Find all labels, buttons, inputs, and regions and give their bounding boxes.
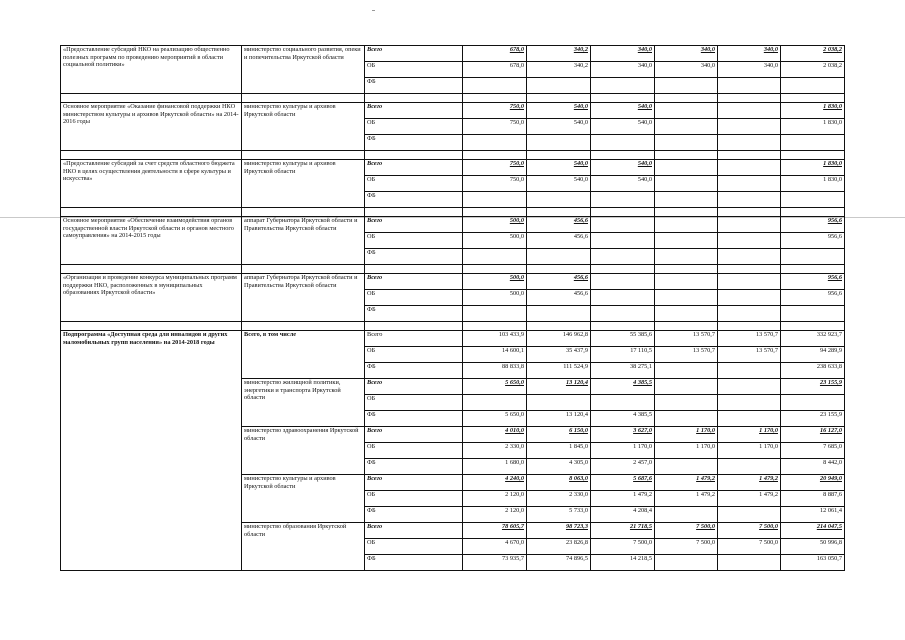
funding-source-cell: Всего	[365, 274, 463, 290]
year-value-cell: 1 479,2	[655, 491, 718, 507]
year-value-cell: 7 500,0	[655, 523, 718, 539]
executor-cell: министерство культуры и архивов Иркутской области	[242, 160, 365, 208]
year-value-cell	[591, 306, 655, 322]
executor-cell: министерство жилищной политики, энергетики и транспорта Иркутской области	[242, 379, 365, 427]
year-value-cell	[655, 459, 718, 475]
year-value-cell	[527, 135, 591, 151]
spacer-cell	[781, 322, 845, 331]
funding-source-cell: ФБ	[365, 507, 463, 523]
total-value-cell: 956,6	[781, 233, 845, 249]
spacer-row	[61, 322, 845, 331]
year-value-cell: 340,2	[527, 46, 591, 62]
spacer-cell	[61, 322, 242, 331]
year-value-cell: 21 718,5	[591, 523, 655, 539]
total-value-cell: 1 830,0	[781, 160, 845, 176]
year-value-cell: 1 680,0	[463, 459, 527, 475]
year-value-cell	[655, 217, 718, 233]
total-value-cell	[781, 306, 845, 322]
total-value-cell: 16 127,0	[781, 427, 845, 443]
year-value-cell	[718, 249, 781, 265]
total-value-cell: 50 996,8	[781, 539, 845, 555]
year-value-cell	[655, 135, 718, 151]
year-value-cell: 1 170,0	[718, 443, 781, 459]
year-value-cell: 4 010,0	[463, 427, 527, 443]
spacer-cell	[591, 208, 655, 217]
spacer-cell	[527, 322, 591, 331]
total-value-cell: 214 047,5	[781, 523, 845, 539]
total-value-cell	[781, 135, 845, 151]
year-value-cell	[591, 217, 655, 233]
spacer-row	[61, 208, 845, 217]
year-value-cell	[655, 274, 718, 290]
total-value-cell: 23 155,9	[781, 379, 845, 395]
year-value-cell: 540,0	[591, 103, 655, 119]
year-value-cell	[591, 233, 655, 249]
spacer-row	[61, 151, 845, 160]
year-value-cell: 750,0	[463, 103, 527, 119]
year-value-cell: 13 570,7	[655, 347, 718, 363]
funding-source-cell: ОБ	[365, 119, 463, 135]
year-value-cell	[527, 395, 591, 411]
year-value-cell: 540,0	[527, 176, 591, 192]
spacer-cell	[718, 94, 781, 103]
year-value-cell: 13 120,4	[527, 379, 591, 395]
year-value-cell	[718, 135, 781, 151]
year-value-cell	[655, 119, 718, 135]
year-value-cell: 750,0	[463, 119, 527, 135]
year-value-cell: 678,0	[463, 62, 527, 78]
spacer-cell	[718, 322, 781, 331]
total-value-cell: 1 830,0	[781, 119, 845, 135]
funding-source-cell: ОБ	[365, 62, 463, 78]
spacer-cell	[781, 208, 845, 217]
year-value-cell: 7 500,0	[718, 523, 781, 539]
year-value-cell: 540,0	[591, 176, 655, 192]
program-name-cell: «Предоставление субсидий за счет средств областного бюджета НКО в целях осуществления деятельности в сфере культуры и искусства»	[61, 160, 242, 208]
year-value-cell: 38 275,1	[591, 363, 655, 379]
funding-source-cell: Всего	[365, 427, 463, 443]
year-value-cell: 456,6	[527, 274, 591, 290]
year-value-cell: 4 385,5	[591, 411, 655, 427]
year-value-cell	[655, 160, 718, 176]
executor-cell: Всего, в том числе	[242, 331, 365, 379]
spacer-cell	[591, 322, 655, 331]
total-value-cell: 23 155,9	[781, 411, 845, 427]
year-value-cell: 3 627,0	[591, 427, 655, 443]
year-value-cell	[463, 395, 527, 411]
year-value-cell: 4 208,4	[591, 507, 655, 523]
year-value-cell	[718, 507, 781, 523]
budget-table-body	[61, 46, 845, 571]
funding-source-cell: ФБ	[365, 192, 463, 208]
year-value-cell: 98 723,3	[527, 523, 591, 539]
year-value-cell: 1 170,0	[655, 443, 718, 459]
executor-cell: аппарат Губернатора Иркутской области и Правительства Иркутской области	[242, 217, 365, 265]
year-value-cell	[591, 290, 655, 306]
year-value-cell: 5 733,0	[527, 507, 591, 523]
year-value-cell: 750,0	[463, 176, 527, 192]
executor-cell: министерство образования Иркутской области	[242, 523, 365, 571]
year-value-cell	[655, 507, 718, 523]
year-value-cell	[718, 555, 781, 571]
year-value-cell: 5 687,6	[591, 475, 655, 491]
year-value-cell	[463, 78, 527, 94]
funding-source-cell: ОБ	[365, 347, 463, 363]
year-value-cell	[718, 363, 781, 379]
year-value-cell: 678,0	[463, 46, 527, 62]
executor-cell: аппарат Губернатора Иркутской области и Правительства Иркутской области	[242, 274, 365, 322]
year-value-cell	[591, 395, 655, 411]
spacer-cell	[61, 151, 242, 160]
total-value-cell: 8 887,6	[781, 491, 845, 507]
year-value-cell: 111 524,9	[527, 363, 591, 379]
total-value-cell: 12 061,4	[781, 507, 845, 523]
spacer-cell	[527, 265, 591, 274]
spacer-cell	[365, 151, 463, 160]
total-value-cell: 2 038,2	[781, 62, 845, 78]
spacer-row	[61, 94, 845, 103]
year-value-cell: 7 500,0	[655, 539, 718, 555]
year-value-cell	[718, 217, 781, 233]
year-value-cell: 35 437,9	[527, 347, 591, 363]
spacer-cell	[242, 151, 365, 160]
spacer-cell	[463, 322, 527, 331]
funding-source-cell: Всего	[365, 160, 463, 176]
table-row	[61, 103, 845, 119]
spacer-cell	[781, 265, 845, 274]
spacer-cell	[591, 265, 655, 274]
total-value-cell: 956,6	[781, 217, 845, 233]
spacer-cell	[365, 94, 463, 103]
funding-source-cell: ОБ	[365, 176, 463, 192]
year-value-cell	[718, 411, 781, 427]
year-value-cell: 4 305,0	[527, 459, 591, 475]
year-value-cell: 340,0	[655, 46, 718, 62]
table-row	[61, 160, 845, 176]
funding-source-cell: ФБ	[365, 306, 463, 322]
year-value-cell	[655, 379, 718, 395]
spacer-cell	[527, 94, 591, 103]
year-value-cell	[718, 78, 781, 94]
spacer-cell	[591, 94, 655, 103]
total-value-cell	[781, 78, 845, 94]
funding-source-cell: ФБ	[365, 459, 463, 475]
year-value-cell: 500,0	[463, 290, 527, 306]
funding-source-cell: ФБ	[365, 249, 463, 265]
spacer-cell	[655, 151, 718, 160]
year-value-cell	[655, 103, 718, 119]
year-value-cell: 456,6	[527, 217, 591, 233]
spacer-cell	[718, 208, 781, 217]
year-value-cell: 340,2	[527, 62, 591, 78]
funding-source-cell: ОБ	[365, 233, 463, 249]
year-value-cell: 74 896,5	[527, 555, 591, 571]
total-value-cell: 1 830,0	[781, 176, 845, 192]
year-value-cell: 500,0	[463, 217, 527, 233]
funding-source-cell: ФБ	[365, 135, 463, 151]
spacer-cell	[781, 151, 845, 160]
funding-source-cell: Всего	[365, 217, 463, 233]
year-value-cell: 340,0	[718, 46, 781, 62]
year-value-cell: 146 962,8	[527, 331, 591, 347]
year-value-cell: 340,0	[591, 46, 655, 62]
total-value-cell: 163 050,7	[781, 555, 845, 571]
spacer-cell	[61, 94, 242, 103]
year-value-cell	[718, 379, 781, 395]
spacer-cell	[242, 322, 365, 331]
year-value-cell: 540,0	[591, 160, 655, 176]
total-value-cell	[781, 249, 845, 265]
year-value-cell	[527, 306, 591, 322]
year-value-cell: 78 605,7	[463, 523, 527, 539]
executor-cell: министерство культуры и архивов Иркутской области	[242, 475, 365, 523]
year-value-cell	[718, 395, 781, 411]
total-value-cell: 956,6	[781, 274, 845, 290]
year-value-cell: 103 433,9	[463, 331, 527, 347]
year-value-cell: 13 570,7	[718, 347, 781, 363]
spacer-cell	[781, 94, 845, 103]
year-value-cell	[718, 233, 781, 249]
spacer-cell	[463, 151, 527, 160]
year-value-cell	[591, 274, 655, 290]
funding-source-cell: Всего	[365, 103, 463, 119]
program-name-cell: Основное мероприятие «Оказание финансовой поддержки НКО министерством культуры и архивов Иркутской области» на 2014-2016 годы	[61, 103, 242, 151]
program-name-cell: «Предоставление субсидий НКО на реализацию общественно полезных программ по проведению мероприятий в области социальной политики»	[61, 46, 242, 94]
funding-source-cell: ОБ	[365, 443, 463, 459]
spacer-cell	[655, 94, 718, 103]
funding-source-cell: ФБ	[365, 78, 463, 94]
year-value-cell: 55 385,6	[591, 331, 655, 347]
total-value-cell: 7 685,0	[781, 443, 845, 459]
program-name-cell: Подпрограмма «Доступная среда для инвалидов и других маломобильных групп населения» на 2014-2018 годы	[61, 331, 242, 571]
year-value-cell: 1 170,0	[718, 427, 781, 443]
year-value-cell	[655, 192, 718, 208]
year-value-cell	[527, 192, 591, 208]
year-value-cell: 5 650,0	[463, 379, 527, 395]
year-value-cell: 23 826,8	[527, 539, 591, 555]
year-value-cell: 2 457,0	[591, 459, 655, 475]
year-value-cell	[655, 306, 718, 322]
year-value-cell: 2 330,0	[527, 491, 591, 507]
table-row	[61, 274, 845, 290]
year-value-cell	[591, 135, 655, 151]
spacer-cell	[527, 151, 591, 160]
year-value-cell: 17 110,5	[591, 347, 655, 363]
year-value-cell	[655, 78, 718, 94]
year-value-cell: 7 500,0	[591, 539, 655, 555]
year-value-cell: 456,6	[527, 290, 591, 306]
year-value-cell: 750,0	[463, 160, 527, 176]
year-value-cell: 540,0	[527, 119, 591, 135]
year-value-cell: 1 479,2	[591, 491, 655, 507]
year-value-cell: 14 600,1	[463, 347, 527, 363]
executor-cell: министерство здравоохранения Иркутской области	[242, 427, 365, 475]
total-value-cell: 2 038,2	[781, 46, 845, 62]
year-value-cell: 5 650,0	[463, 411, 527, 427]
spacer-cell	[242, 94, 365, 103]
year-value-cell	[655, 176, 718, 192]
funding-source-cell: Всего	[365, 475, 463, 491]
year-value-cell: 8 063,0	[527, 475, 591, 491]
funding-source-cell: ФБ	[365, 411, 463, 427]
year-value-cell: 1 479,2	[718, 491, 781, 507]
year-value-cell: 540,0	[527, 160, 591, 176]
table-row	[61, 217, 845, 233]
year-value-cell: 340,0	[655, 62, 718, 78]
year-value-cell	[655, 290, 718, 306]
year-value-cell: 13 120,4	[527, 411, 591, 427]
spacer-cell	[242, 208, 365, 217]
table-row	[61, 46, 845, 62]
year-value-cell	[718, 176, 781, 192]
year-value-cell	[655, 411, 718, 427]
year-value-cell	[591, 249, 655, 265]
spacer-cell	[463, 208, 527, 217]
funding-source-cell: ФБ	[365, 555, 463, 571]
spacer-cell	[61, 208, 242, 217]
year-value-cell	[718, 459, 781, 475]
year-value-cell	[655, 555, 718, 571]
spacer-row	[61, 265, 845, 274]
year-value-cell	[527, 78, 591, 94]
year-value-cell: 540,0	[527, 103, 591, 119]
year-value-cell: 14 218,5	[591, 555, 655, 571]
spacer-cell	[591, 151, 655, 160]
year-value-cell: 4 385,5	[591, 379, 655, 395]
year-value-cell: 500,0	[463, 233, 527, 249]
spacer-cell	[463, 94, 527, 103]
year-value-cell: 13 570,7	[655, 331, 718, 347]
year-value-cell: 500,0	[463, 274, 527, 290]
total-value-cell: 94 289,9	[781, 347, 845, 363]
total-value-cell: 8 442,0	[781, 459, 845, 475]
total-value-cell: 1 830,0	[781, 103, 845, 119]
year-value-cell: 2 120,0	[463, 491, 527, 507]
spacer-cell	[718, 265, 781, 274]
year-value-cell: 7 500,0	[718, 539, 781, 555]
year-value-cell	[655, 395, 718, 411]
year-value-cell: 1 170,0	[591, 443, 655, 459]
year-value-cell: 1 479,2	[718, 475, 781, 491]
year-value-cell	[655, 233, 718, 249]
total-value-cell: 332 923,7	[781, 331, 845, 347]
year-value-cell: 1 479,2	[655, 475, 718, 491]
year-value-cell	[718, 160, 781, 176]
spacer-cell	[365, 208, 463, 217]
year-value-cell	[718, 192, 781, 208]
year-value-cell: 73 935,7	[463, 555, 527, 571]
total-value-cell	[781, 192, 845, 208]
year-value-cell: 6 150,0	[527, 427, 591, 443]
year-value-cell: 456,6	[527, 233, 591, 249]
year-value-cell	[463, 192, 527, 208]
year-value-cell	[591, 192, 655, 208]
spacer-cell	[655, 208, 718, 217]
year-value-cell: 540,0	[591, 119, 655, 135]
year-value-cell	[718, 290, 781, 306]
year-value-cell	[718, 103, 781, 119]
year-value-cell	[463, 306, 527, 322]
year-value-cell	[718, 119, 781, 135]
spacer-cell	[365, 265, 463, 274]
year-value-cell: 2 330,0	[463, 443, 527, 459]
program-name-cell: Основное мероприятие «Обеспечение взаимодействия органов государственной власти Иркутской области и органов местного самоуправления» на 2014-2015 годы	[61, 217, 242, 265]
total-value-cell: 238 633,8	[781, 363, 845, 379]
funding-source-cell: Всего	[365, 523, 463, 539]
year-value-cell: 88 833,8	[463, 363, 527, 379]
year-value-cell	[655, 363, 718, 379]
year-value-cell: 340,0	[591, 62, 655, 78]
funding-source-cell: ФБ	[365, 363, 463, 379]
year-value-cell: 4 670,0	[463, 539, 527, 555]
funding-source-cell: ОБ	[365, 290, 463, 306]
budget-table	[60, 45, 845, 571]
year-value-cell	[718, 274, 781, 290]
funding-source-cell: ОБ	[365, 491, 463, 507]
funding-source-cell: Всего	[365, 46, 463, 62]
year-value-cell	[655, 249, 718, 265]
total-value-cell	[781, 395, 845, 411]
funding-source-cell: Всего	[365, 331, 463, 347]
table-row	[61, 331, 845, 347]
program-name-cell: «Организация и проведение конкурса муниципальных программ поддержки НКО, расположенных в муниципальных образованиях Иркутской области»	[61, 274, 242, 322]
spacer-cell	[655, 322, 718, 331]
year-value-cell: 340,0	[718, 62, 781, 78]
spacer-cell	[242, 265, 365, 274]
year-value-cell: 13 570,7	[718, 331, 781, 347]
year-value-cell: 2 120,0	[463, 507, 527, 523]
spacer-cell	[655, 265, 718, 274]
spacer-cell	[718, 151, 781, 160]
total-value-cell: 956,6	[781, 290, 845, 306]
year-value-cell	[463, 249, 527, 265]
executor-cell: министерство культуры и архивов Иркутской области	[242, 103, 365, 151]
year-value-cell	[463, 135, 527, 151]
spacer-cell	[527, 208, 591, 217]
spacer-cell	[365, 322, 463, 331]
scan-speck	[372, 10, 375, 11]
total-value-cell: 20 949,0	[781, 475, 845, 491]
spacer-cell	[61, 265, 242, 274]
year-value-cell	[591, 78, 655, 94]
spacer-cell	[463, 265, 527, 274]
year-value-cell	[718, 306, 781, 322]
year-value-cell	[527, 249, 591, 265]
funding-source-cell: ОБ	[365, 395, 463, 411]
year-value-cell: 1 845,0	[527, 443, 591, 459]
executor-cell: министерство социального развития, опеки и попечительства Иркутской области	[242, 46, 365, 94]
year-value-cell: 4 240,0	[463, 475, 527, 491]
funding-source-cell: ОБ	[365, 539, 463, 555]
year-value-cell: 1 170,0	[655, 427, 718, 443]
funding-source-cell: Всего	[365, 379, 463, 395]
